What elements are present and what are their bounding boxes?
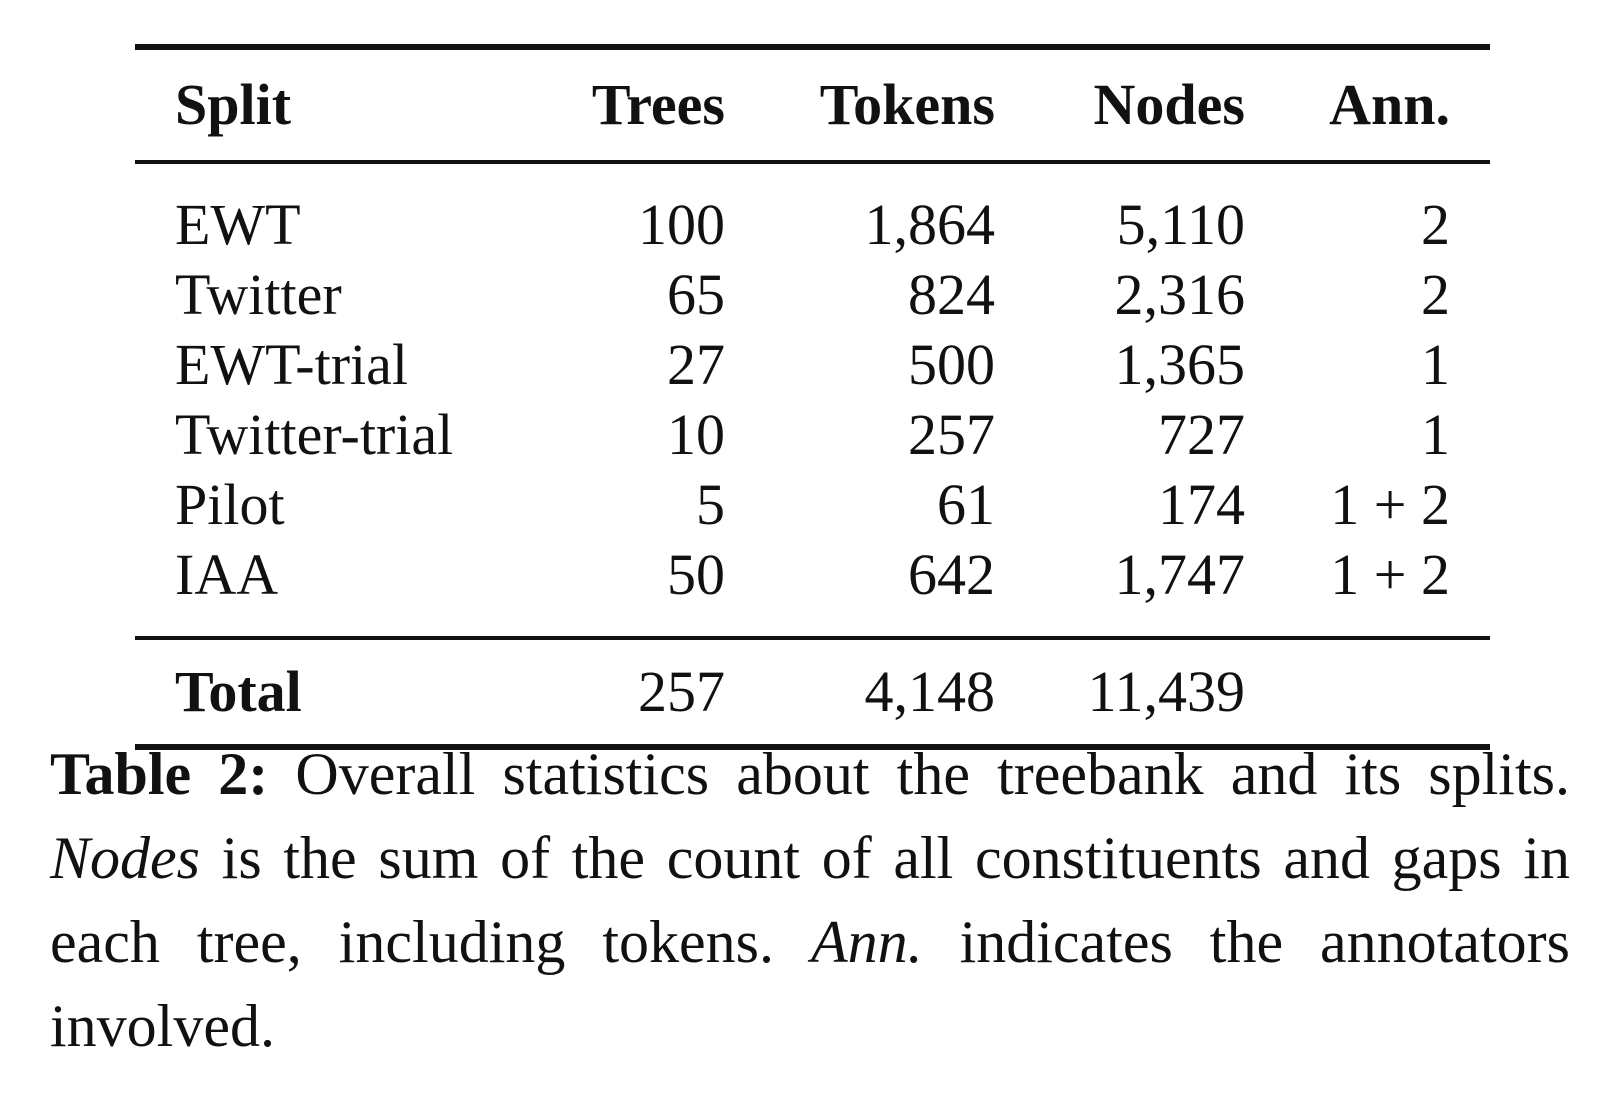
table-row bbox=[135, 260, 1490, 330]
table-row bbox=[135, 540, 1490, 638]
total-label: Total bbox=[175, 659, 302, 724]
cell-tokens: 1,864 bbox=[864, 192, 995, 257]
cell-split: Twitter-trial bbox=[175, 402, 454, 467]
cell-tokens: 257 bbox=[908, 402, 995, 467]
header-split: Split bbox=[175, 72, 292, 137]
cell-trees: 65 bbox=[667, 262, 725, 327]
statistics-table bbox=[135, 44, 1490, 750]
cell-split: IAA bbox=[175, 542, 279, 607]
header-tokens: Tokens bbox=[819, 72, 995, 137]
cell-trees: 10 bbox=[667, 402, 725, 467]
cell-nodes: 2,316 bbox=[1114, 262, 1245, 327]
table-total-row bbox=[135, 638, 1490, 747]
cell-nodes: 5,110 bbox=[1116, 192, 1245, 257]
cell-trees: 27 bbox=[667, 332, 725, 397]
total-nodes: 11,439 bbox=[1087, 659, 1245, 724]
header-nodes: Nodes bbox=[1093, 72, 1245, 137]
cell-nodes: 1,747 bbox=[1114, 542, 1245, 607]
caption-text-2: is the sum of the count of all constituents and gaps in each tree, including tokens. bbox=[50, 825, 1570, 975]
statistics-table-container bbox=[135, 44, 1490, 750]
cell-tokens: 500 bbox=[908, 332, 995, 397]
cell-trees: 50 bbox=[667, 542, 725, 607]
table-row bbox=[135, 330, 1490, 400]
table-row bbox=[135, 162, 1490, 260]
caption-emphasis-nodes: Nodes bbox=[50, 825, 200, 891]
cell-ann: 1 + 2 bbox=[1330, 472, 1450, 537]
table-row bbox=[135, 470, 1490, 540]
cell-tokens: 61 bbox=[937, 472, 995, 537]
cell-ann: 1 bbox=[1421, 332, 1450, 397]
cell-ann: 1 bbox=[1421, 402, 1450, 467]
cell-split: Twitter bbox=[175, 262, 342, 327]
cell-split: Pilot bbox=[175, 472, 285, 537]
total-ann bbox=[1245, 638, 1490, 747]
cell-split: EWT-trial bbox=[175, 332, 408, 397]
table-header-row bbox=[135, 47, 1490, 162]
cell-ann: 2 bbox=[1421, 192, 1450, 257]
header-trees: Trees bbox=[591, 72, 725, 137]
cell-tokens: 642 bbox=[908, 542, 995, 607]
table-caption bbox=[50, 732, 1570, 1068]
table-row bbox=[135, 400, 1490, 470]
cell-ann: 2 bbox=[1421, 262, 1450, 327]
cell-split: EWT bbox=[175, 192, 301, 257]
total-trees: 257 bbox=[638, 659, 725, 724]
total-tokens: 4,148 bbox=[864, 659, 995, 724]
caption-emphasis-ann: Ann. bbox=[810, 909, 923, 975]
cell-ann: 1 + 2 bbox=[1330, 542, 1450, 607]
header-ann: Ann. bbox=[1329, 72, 1450, 137]
caption-text-1: Overall statistics about the treebank and its splits. bbox=[268, 741, 1571, 807]
caption-label: Table 2: bbox=[50, 741, 269, 807]
cell-nodes: 1,365 bbox=[1114, 332, 1245, 397]
cell-trees: 5 bbox=[696, 472, 725, 537]
cell-trees: 100 bbox=[638, 192, 725, 257]
cell-nodes: 727 bbox=[1158, 402, 1245, 467]
caption-text-3: indicates the annotators involved. bbox=[50, 909, 1570, 1059]
cell-tokens: 824 bbox=[908, 262, 995, 327]
cell-nodes: 174 bbox=[1158, 472, 1245, 537]
